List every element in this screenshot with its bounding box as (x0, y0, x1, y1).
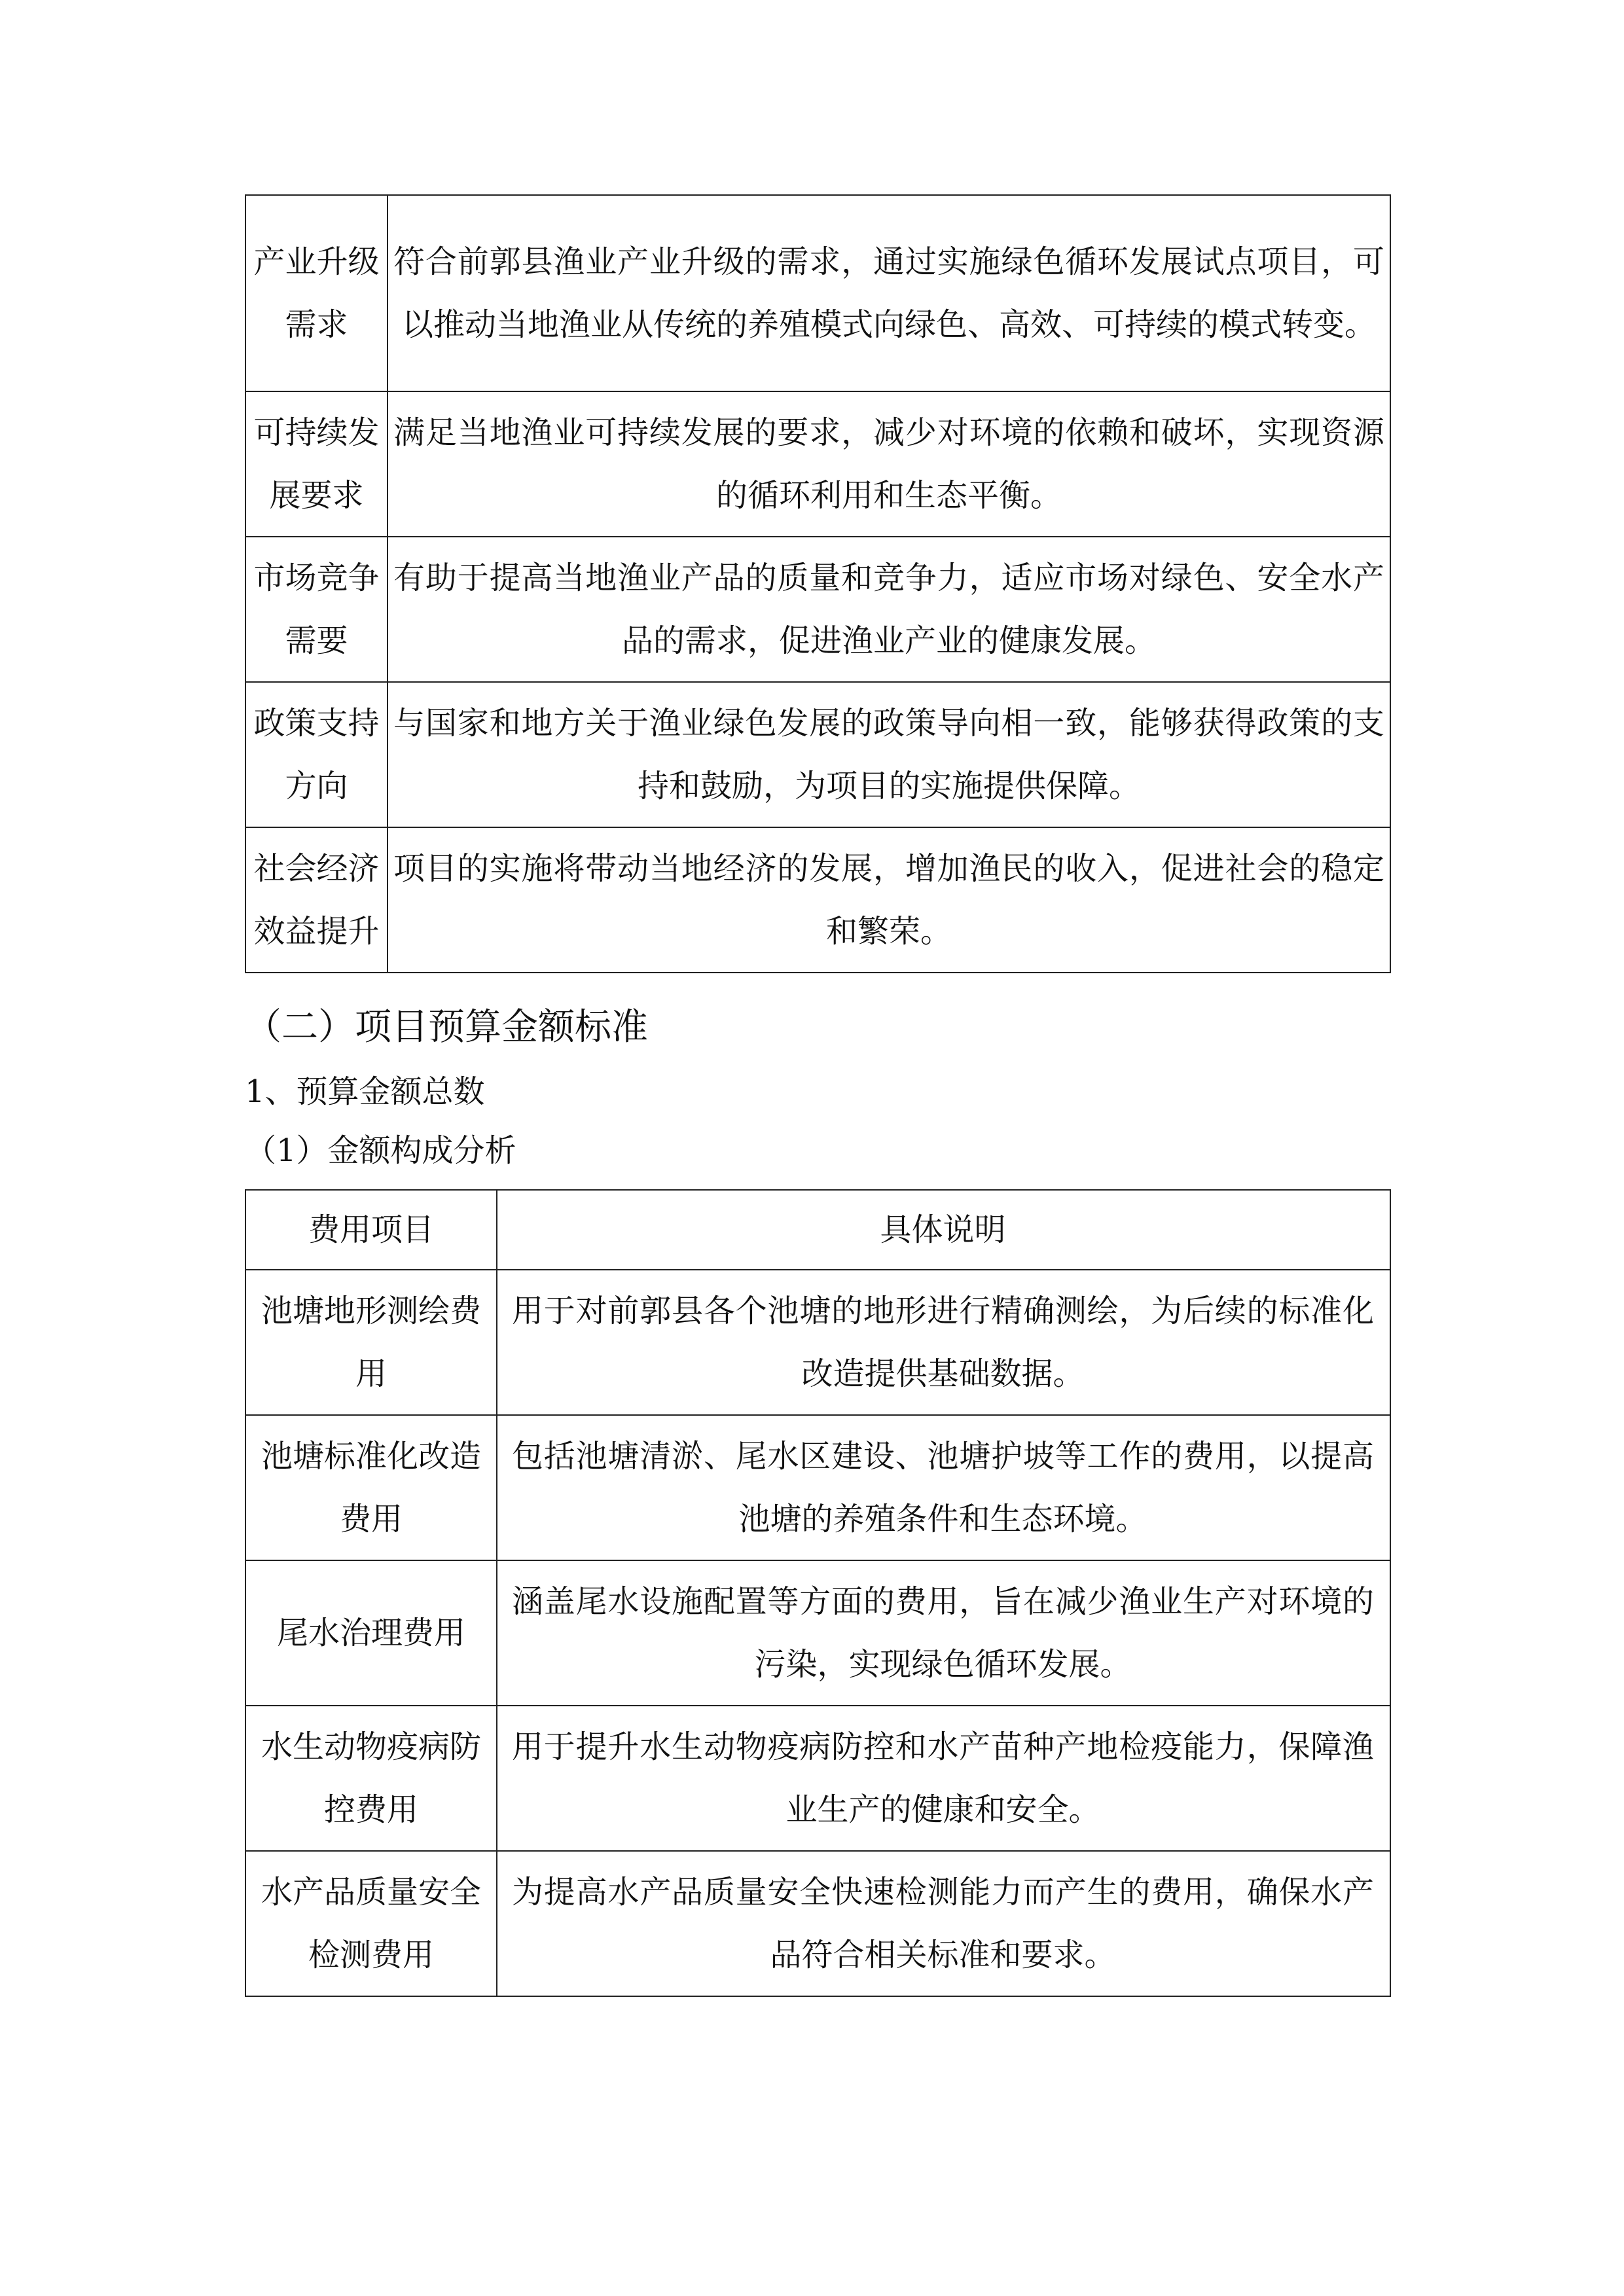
subsection-subheading: （1）金额构成分析 (245, 1132, 516, 1169)
row-description: 项目的实施将带动当地经济的发展，增加渔民的收入，促进社会的稳定和繁荣。 (393, 850, 1384, 950)
table-row (245, 1270, 1390, 1415)
table-row (245, 1706, 1390, 1851)
row-description: 有助于提高当地渔业产品的质量和竞争力，适应市场对绿色、安全水产品的需求，促进渔业产业的健康发展。 (393, 560, 1384, 659)
row-label: 产业升级需求 (245, 195, 388, 391)
table-row (245, 391, 1390, 537)
row-description: 为提高水产品质量安全快速检测能力而产生的费用，确保水产品符合相关标准和要求。 (512, 1874, 1374, 1973)
row-description: 与国家和地方关于渔业绿色发展的政策导向相一致，能够获得政策的支持和鼓励，为项目的实施提供保障。 (393, 705, 1384, 804)
row-label: 池塘标准化改造费用 (245, 1415, 497, 1560)
row-description: 符合前郭县渔业产业升级的需求，通过实施绿色循环发展试点项目，可以推动当地渔业从传统的养殖模式向绿色、高效、可持续的模式转变。 (393, 243, 1384, 343)
section-heading: （二）项目预算金额标准 (245, 1006, 648, 1049)
table-row (245, 827, 1390, 973)
row-label: 尾水治理费用 (245, 1560, 497, 1706)
table-row (245, 1415, 1390, 1560)
row-description: 涵盖尾水设施配置等方面的费用，旨在减少渔业生产对环境的污染，实现绿色循环发展。 (512, 1583, 1374, 1683)
budget-composition-table (245, 1189, 1391, 1997)
row-label: 可持续发展要求 (245, 391, 388, 537)
row-label: 水产品质量安全检测费用 (245, 1851, 497, 1996)
row-label: 池塘地形测绘费用 (245, 1270, 497, 1415)
row-description: 包括池塘清淤、尾水区建设、池塘护坡等工作的费用，以提高池塘的养殖条件和生态环境。 (512, 1438, 1374, 1537)
row-label: 社会经济效益提升 (245, 827, 388, 973)
row-label: 水生动物疫病防控费用 (245, 1706, 497, 1851)
row-label: 市场竞争需要 (245, 537, 388, 682)
table-row (245, 195, 1390, 391)
table-row (245, 682, 1390, 827)
subsection-heading: 1、预算金额总数 (245, 1073, 485, 1110)
table-row (245, 1851, 1390, 1996)
row-description: 满足当地渔业可持续发展的要求，减少对环境的依赖和破坏，实现资源的循环利用和生态平衡。 (393, 414, 1384, 514)
row-description: 用于对前郭县各个池塘的地形进行精确测绘，为后续的标准化改造提供基础数据。 (512, 1293, 1374, 1392)
row-description: 用于提升水生动物疫病防控和水产苗种产地检疫能力，保障渔业生产的健康和安全。 (512, 1729, 1374, 1828)
table-row (245, 537, 1390, 682)
table-header-row (245, 1190, 1390, 1270)
rationale-table (245, 194, 1391, 973)
header-description: 具体说明 (497, 1190, 1390, 1270)
table-row (245, 1560, 1390, 1706)
header-cost-item: 费用项目 (245, 1190, 497, 1270)
row-label: 政策支持方向 (245, 682, 388, 827)
